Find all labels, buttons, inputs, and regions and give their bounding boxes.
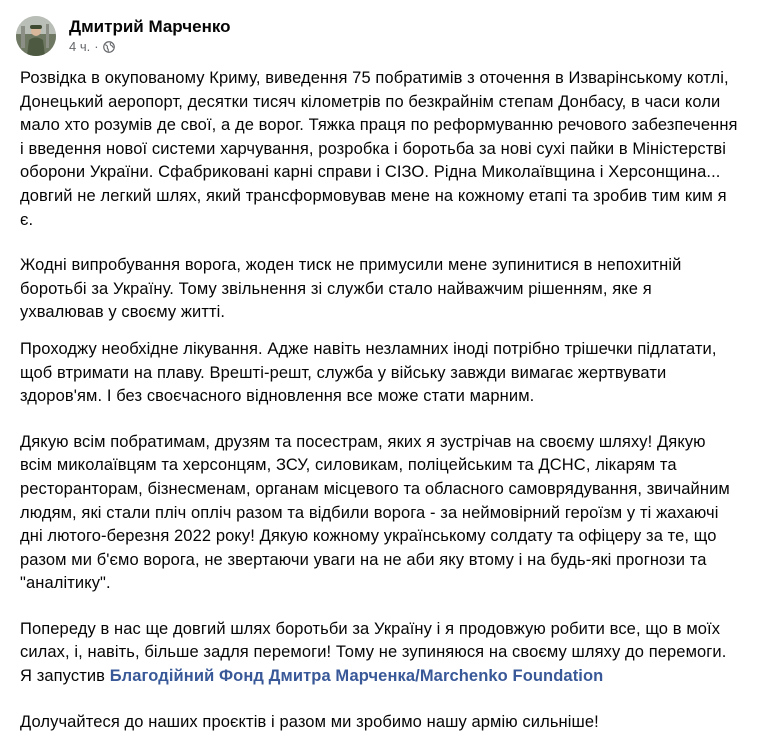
post-paragraph (20, 618, 738, 689)
avatar-photo (16, 16, 56, 56)
meta-separator: · (94, 39, 99, 54)
paragraph-text: Попереду в нас ще довгий шлях боротьби за Україну і я продовжую робити все, що в моїх силах, і, навіть, більше задля перемоги! Тому не зупиняюся на своєму шляху до перемоги. Я запустив (20, 619, 727, 686)
foundation-link[interactable]: Благодійний Фонд Дмитра Марченка/Marchenko Foundation (109, 667, 604, 686)
post-paragraph (20, 711, 738, 734)
ukraine-flag-icon (599, 713, 615, 729)
paragraph-text: Долучайтеся до наших проєктів і разом ми зробимо нашу армію сильнішe! (20, 712, 599, 731)
globe-icon[interactable] (103, 41, 115, 53)
post-paragraph: Розвідка в окупованому Криму, виведення 75 побратимів з оточення в Изварінському котлі, Донецький аеропорт, десятки тисяч кілометрів по безкрайнім степам Донбасу, в часи коли мало хто розумів де свої, а де ворог. Тяжка праця по реформуванню речового забезпечення і введення нової системи харчування, розробка і боротьба за нові сухі пайки в Міністерстві оборони України. Сфабриковані карні справи і СІЗО. Рідна Миколаївщина і Херсонщина... довгий не легкий шлях, який трансформовував мене на кожному етапі та зробив тим ким я є. (20, 69, 738, 229)
author-avatar[interactable] (16, 16, 56, 56)
post-paragraph: Жодні випробування ворога, жоден тиск не примусили мене зупинитися в непохитній боротьбі за Україну. Тому звільнення зі служби стало найважчим рішенням, яке я ухвалював у своєму житті. (20, 256, 682, 322)
post-paragraph: Проходжу необхідне лікування. Адже навіть незламних іноді потрібно трішечки підлатати, щоб втримати на плаву. Врешті-решт, служба у війську завжди вимагає жертвувати здоров'ям. І без своєчасного відновлення все може стати марним. (20, 339, 717, 406)
post-meta (69, 39, 231, 55)
post-header (16, 12, 744, 60)
author-block (69, 17, 231, 55)
post-time[interactable]: 4 ч. (69, 39, 91, 54)
author-name[interactable]: Дмитрий Марченко (69, 17, 231, 36)
post-body (16, 67, 738, 734)
post-paragraph: Дякую всім побратимам, друзям та посестрам, яких я зустрічав на своєму шляху! Дякую всім миколаївцям та херсонцям, ЗСУ, силовикам, поліцейським та ДСНС, лікарям та ресторанторам, бізнесменам, органам місцевого та обласного самоврядування, звичайним людям, які стали пліч опліч разом та відбили ворога - за неймовірний героїзм у ті жахаючі дні лютого-березня 2022 року! Дякую кожному українському солдату та офіцеру за те, що разом ми б'ємо ворога, не звертаючи уваги на не аби яку втому і на будь-які прогнози та "аналітику". (20, 432, 730, 593)
